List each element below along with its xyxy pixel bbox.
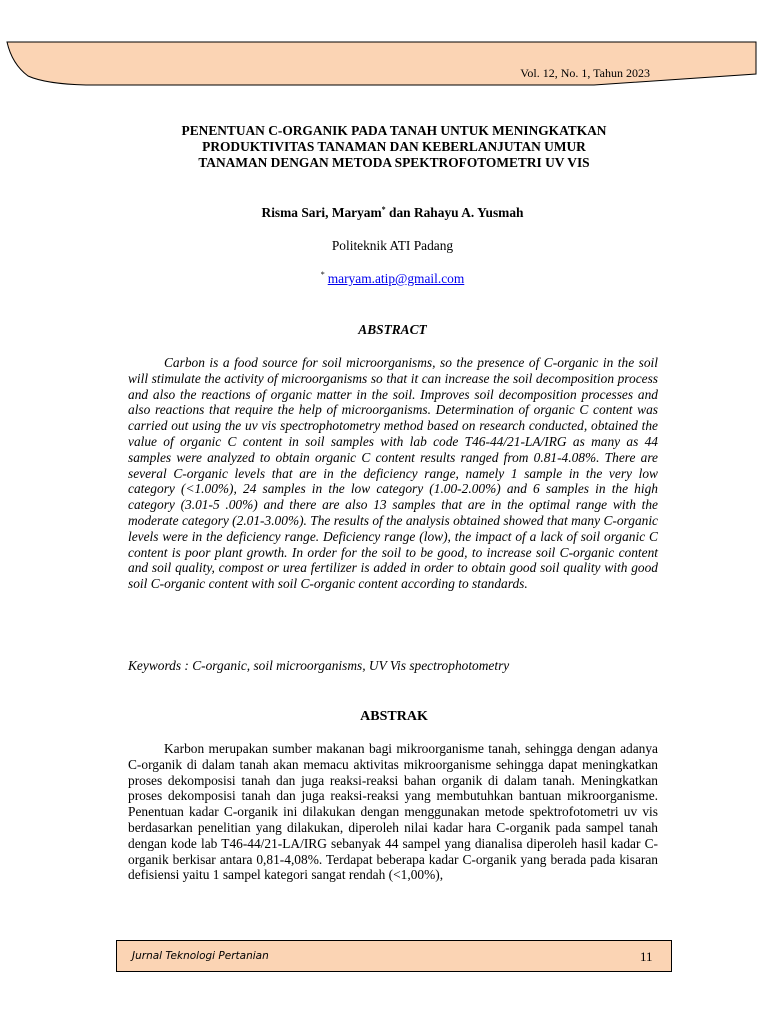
abstrak-body: Karbon merupakan sumber makanan bagi mikroorganisme tanah, sehingga dengan adanya C-organik di dalam tanah akan memacu aktivitas mikroorganisme sehingga dapat meningkatkan proses dekomposisi tanah dan juga reaksi-reaksi bahan organik di dalam tanah. Meningkatkan proses dekomposisi tanah dan juga reaksi-reaksi yang membutuhkan bantuan mikroorganisme. Penentuan kadar C-organik ini dilakukan dengan menggunakan metode spektrofotometri uv vis berdasarkan penelitian yang dilakukan, diperoleh nilai kadar hara C-organik pada sampel tanah dengan kode lab T46-44/21-LA/IRG sebanyak 44 sampel yang dianalisa diperoleh hasil kadar C-organik berkisar antara 0,81-4,08%. Terdapat beberapa kadar C-organik yang berada pada kisaran defisiensi yaitu 1 sampel kategori sangat rendah (<1,00%),: [128, 741, 658, 883]
abstrak-heading: ABSTRAK: [360, 709, 428, 724]
keywords: Keywords : C-organic, soil microorganisms, UV Vis spectrophotometry: [128, 658, 510, 673]
abstract-heading: ABSTRACT: [358, 322, 427, 337]
abstract-body: Carbon is a food source for soil microorganisms, so the presence of C-organic in the soil will stimulate the activity of microorganisms so that it can increase the soil decomposition process and also the reactions of organic matter in the soil. Improves soil decomposition processes and also reactions that require the help of microorganisms. Determination of organic C content was carried out using the uv vis spectrophotometry method based on research conducted, obtained the value of organic C content in soil samples with lab code T46-44/21-LA/IRG as many as 44 samples were analyzed to obtain organic C content results ranged from 0.81-4.08%. There are several C-organic levels that are in the deficiency range, namely 1 sample in the very low category (<1.00%), 24 samples in the low category (1.00-2.00%) and 6 samples in the high category (3.01-5 .00%) and there are also 13 samples that are in the optimal range with the moderate category (2.01-3.00%). The results of the analysis obtained showed that many C-organic levels were in the deficiency range. Deficiency range (low), the impact of a lack of soil organic C content is poor plant growth. In order for the soil to be good, to increase soil C-organic content and soil quality, compost or urea fertilizer is added in order to obtain good soil quality with good soil C-organic content with soil C-organic content according to standards.: [128, 355, 658, 592]
email-link[interactable]: maryam.atip@gmail.com: [327, 271, 465, 286]
corresponding-email-line: [0, 271, 768, 287]
email-footnote-marker: *: [320, 270, 325, 279]
title-line-2: PRODUKTIVITAS TANAMAN DAN KEBERLANJUTAN UMUR: [202, 139, 586, 154]
affiliation: Politeknik ATI Padang: [331, 238, 454, 253]
title-line-1: PENENTUAN C-ORGANIK PADA TANAH UNTUK MENINGKATKAN: [181, 123, 607, 138]
volume-label: Vol. 12, No. 1, Tahun 2023: [520, 66, 650, 80]
header-banner: [6, 40, 758, 88]
title-line-3: TANAMAN DENGAN METODA SPEKTROFOTOMETRI UV VIS: [198, 155, 590, 170]
authors: [0, 205, 768, 221]
footer-journal-name: Jurnal Teknologi Pertanian: [132, 950, 269, 962]
page-number: 11: [640, 949, 653, 964]
author-footnote-marker: *: [381, 205, 386, 214]
header-banner-shape: [6, 40, 758, 88]
article-title: [110, 123, 678, 171]
authors-part2: dan Rahayu A. Yusmah: [385, 205, 524, 220]
authors-part1: Risma Sari, Maryam: [261, 205, 382, 220]
